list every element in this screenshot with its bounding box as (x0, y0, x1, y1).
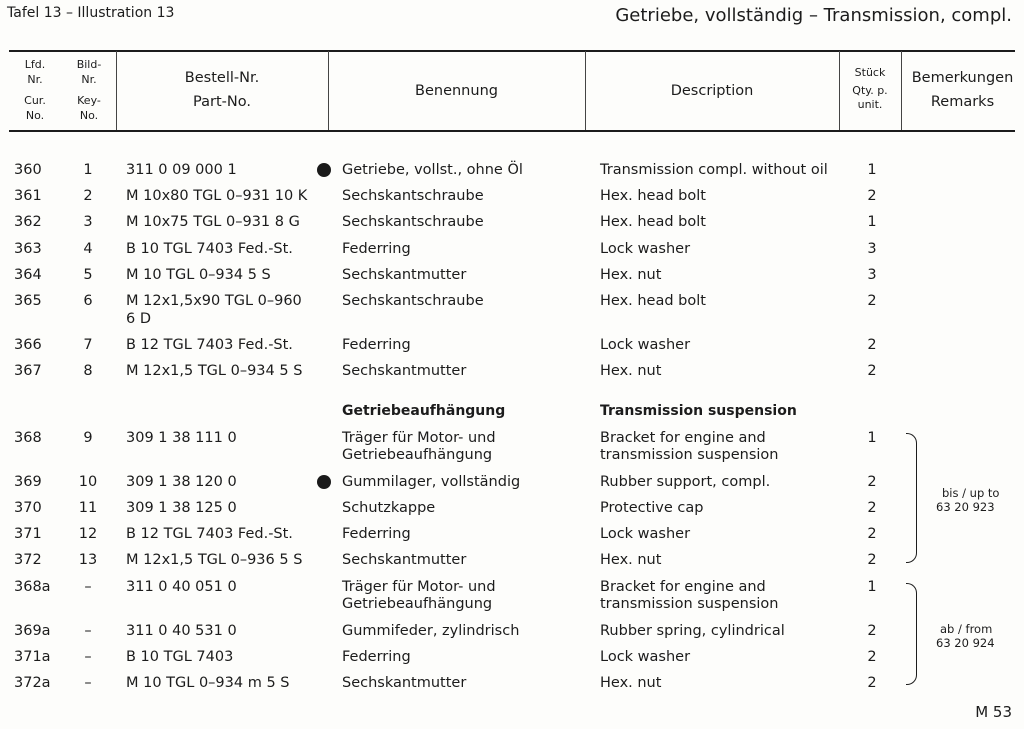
row-qty: 3 (867, 267, 877, 283)
row-part-no: 309 1 38 120 0 (126, 474, 237, 490)
row-part-no: B 12 TGL 7403 Fed.-St. (126, 526, 293, 542)
table-top-rule (9, 50, 1015, 52)
row-description: Hex. nut (600, 267, 662, 283)
row-part-no: B 10 TGL 7403 (126, 649, 234, 665)
page-number: M 53 (975, 703, 1012, 721)
row-qty: 2 (867, 552, 877, 568)
header-qty: Stück Qty. p. unit. (852, 66, 888, 111)
row-benennung: Schutzkappe (342, 500, 436, 516)
row-bild: 6 (83, 293, 93, 309)
row-part-no-continued: 6 D (126, 311, 151, 327)
row-qty: 2 (867, 675, 877, 691)
row-bild: – (84, 675, 92, 691)
row-part-no: M 12x1,5 TGL 0–934 5 S (126, 363, 303, 379)
group-brace (906, 583, 917, 685)
row-benennung: Sechskantschraube (342, 293, 484, 309)
row-part-no: M 12x1,5x90 TGL 0–960 (126, 293, 302, 309)
row-lfd: 361 (14, 188, 42, 204)
row-description: Rubber support, compl. (600, 474, 771, 490)
row-lfd: 372a (14, 675, 51, 691)
row-bild: 5 (83, 267, 93, 283)
row-bild: 8 (83, 363, 93, 379)
row-description: Hex. nut (600, 675, 662, 691)
row-description: Lock washer (600, 241, 691, 257)
row-lfd: 360 (14, 162, 42, 178)
bullet-dot-icon (317, 475, 331, 489)
row-bild: – (84, 649, 92, 665)
row-qty: 2 (867, 293, 877, 309)
header-remarks: Bemerkungen Remarks (911, 70, 1014, 110)
row-lfd: 371 (14, 526, 42, 542)
row-benennung: Sechskantmutter (342, 267, 467, 283)
row-lfd: 368a (14, 579, 51, 595)
row-description: Lock washer (600, 649, 691, 665)
row-description: Rubber spring, cylindrical (600, 623, 785, 639)
row-lfd: 363 (14, 241, 42, 257)
row-benennung: Träger für Motor- und (342, 579, 496, 595)
row-lfd: 370 (14, 500, 42, 516)
row-qty: 1 (867, 162, 877, 178)
row-benennung: Sechskantschraube (342, 214, 484, 230)
row-bild: 10 (78, 474, 98, 490)
row-description-continued: transmission suspension (600, 596, 779, 612)
row-lfd: 369a (14, 623, 51, 639)
row-qty: 2 (867, 623, 877, 639)
row-description: Bracket for engine and (600, 579, 766, 595)
row-qty: 2 (867, 188, 877, 204)
row-qty: 1 (867, 214, 877, 230)
row-benennung: Sechskantmutter (342, 363, 467, 379)
row-bild: 1 (83, 162, 93, 178)
section-heading-de: Getriebeaufhängung (342, 403, 506, 419)
row-qty: 2 (867, 337, 877, 353)
row-benennung: Getriebe, vollst., ohne Öl (342, 162, 523, 178)
row-bild: 9 (83, 430, 93, 446)
row-part-no: B 12 TGL 7403 Fed.-St. (126, 337, 293, 353)
header-part-no: Bestell-Nr. Part-No. (184, 70, 260, 110)
row-description: Hex. nut (600, 552, 662, 568)
row-benennung: Federring (342, 241, 411, 257)
row-qty: 1 (867, 430, 877, 446)
row-part-no: 309 1 38 125 0 (126, 500, 237, 516)
row-bild: 7 (83, 337, 93, 353)
row-qty: 2 (867, 526, 877, 542)
section-heading-en: Transmission suspension (600, 403, 797, 419)
row-bild: 11 (78, 500, 98, 516)
row-benennung: Federring (342, 526, 411, 542)
row-bild: – (84, 579, 92, 595)
row-part-no: M 12x1,5 TGL 0–936 5 S (126, 552, 303, 568)
row-qty: 2 (867, 500, 877, 516)
row-benennung: Sechskantmutter (342, 552, 467, 568)
bullet-dot-icon (317, 163, 331, 177)
row-description: Hex. head bolt (600, 188, 706, 204)
row-benennung-continued: Getriebeaufhängung (342, 596, 493, 612)
row-lfd: 371a (14, 649, 51, 665)
row-qty: 2 (867, 363, 877, 379)
row-benennung: Gummifeder, zylindrisch (342, 623, 520, 639)
row-bild: 12 (78, 526, 98, 542)
row-bild: – (84, 623, 92, 639)
row-part-no: 311 0 09 000 1 (126, 162, 237, 178)
row-description: Lock washer (600, 526, 691, 542)
row-lfd: 368 (14, 430, 42, 446)
row-qty: 2 (867, 649, 877, 665)
row-qty: 1 (867, 579, 877, 595)
row-benennung: Sechskantschraube (342, 188, 484, 204)
table-header-rule (9, 130, 1015, 132)
row-part-no: M 10x80 TGL 0–931 10 K (126, 188, 308, 204)
row-part-no: 311 0 40 051 0 (126, 579, 237, 595)
row-benennung-continued: Getriebeaufhängung (342, 447, 493, 463)
row-part-no: 309 1 38 111 0 (126, 430, 237, 446)
row-lfd: 369 (14, 474, 42, 490)
row-benennung: Träger für Motor- und (342, 430, 496, 446)
row-description: Hex. nut (600, 363, 662, 379)
row-description: Hex. head bolt (600, 293, 706, 309)
row-lfd: 367 (14, 363, 42, 379)
row-description: Lock washer (600, 337, 691, 353)
group-brace (906, 433, 917, 563)
row-lfd: 364 (14, 267, 42, 283)
row-qty: 2 (867, 474, 877, 490)
page-title: Getriebe, vollständig – Transmission, compl. (615, 5, 1012, 26)
row-benennung: Sechskantmutter (342, 675, 467, 691)
row-description: Bracket for engine and (600, 430, 766, 446)
row-lfd: 365 (14, 293, 42, 309)
row-part-no: M 10x75 TGL 0–931 8 G (126, 214, 300, 230)
header-bild-nr: Bild- Nr. Key- No. (76, 58, 102, 122)
row-lfd: 372 (14, 552, 42, 568)
row-bild: 4 (83, 241, 93, 257)
row-benennung: Gummilager, vollständig (342, 474, 521, 490)
header-benennung: Benennung (415, 83, 498, 99)
row-part-no: M 10 TGL 0–934 m 5 S (126, 675, 290, 691)
row-benennung: Federring (342, 337, 411, 353)
row-bild: 13 (78, 552, 98, 568)
remark-up-to: bis / up to 63 20 923 (936, 486, 1000, 514)
row-benennung: Federring (342, 649, 411, 665)
row-part-no: 311 0 40 531 0 (126, 623, 237, 639)
row-description: Hex. head bolt (600, 214, 706, 230)
header-lfd-nr: Lfd. Nr. Cur. No. (24, 58, 46, 122)
row-description-continued: transmission suspension (600, 447, 779, 463)
row-description: Transmission compl. without oil (600, 162, 828, 178)
row-qty: 3 (867, 241, 877, 257)
row-part-no: B 10 TGL 7403 Fed.-St. (126, 241, 293, 257)
row-lfd: 362 (14, 214, 42, 230)
plate-title: Tafel 13 – Illustration 13 (7, 5, 175, 21)
row-part-no: M 10 TGL 0–934 5 S (126, 267, 271, 283)
remark-from: ab / from 63 20 924 (936, 622, 995, 650)
row-description: Protective cap (600, 500, 704, 516)
row-bild: 2 (83, 188, 93, 204)
row-bild: 3 (83, 214, 93, 230)
header-description: Description (670, 83, 754, 99)
row-lfd: 366 (14, 337, 42, 353)
